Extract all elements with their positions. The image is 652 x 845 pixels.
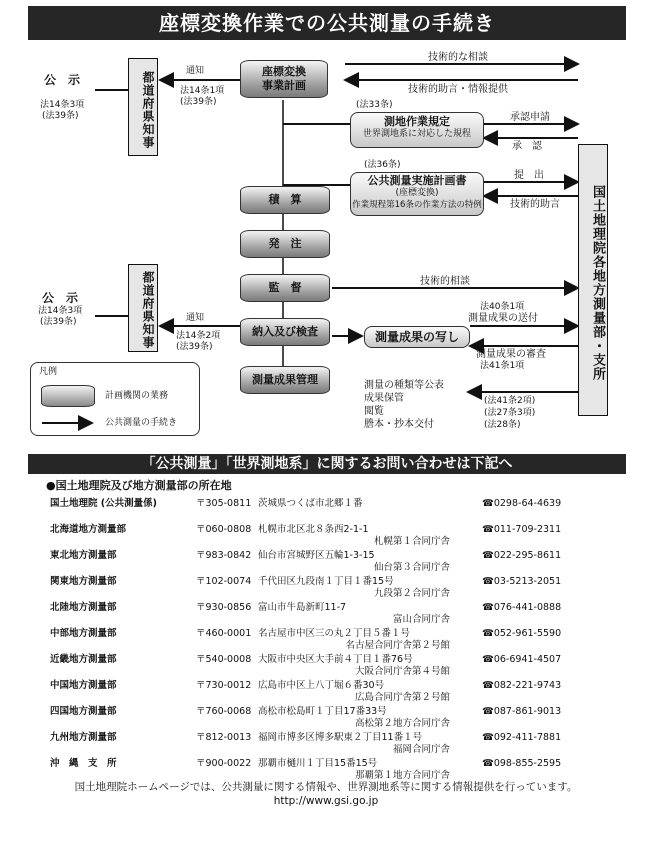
notice-top-label: 通知 [186,66,205,76]
office-zip: 〒760-0068 [196,706,252,717]
office-tel: ☎076-441-0888 [482,602,562,613]
office-address: 大阪市中央区大手前４丁目１番76号 [258,654,413,665]
office-name: 中国地方測量部 [50,680,117,691]
office-zip: 〒460-0001 [196,628,252,639]
office-name: 関東地方測量部 [50,576,117,587]
office-address: 富山市牛島新町11-7 [258,602,347,613]
label-approve: 承 認 [512,141,542,152]
label-advice1: 技術的助言・情報提供 [408,84,508,95]
office-building: 仙台第３合同庁舎 [373,562,450,573]
office-row [50,550,610,576]
label-consult2: 技術的相談 [420,276,470,287]
office-tel: ☎098-855-2595 [482,758,562,769]
jisshi-title: 公共測量実施計画書 [367,174,467,187]
office-address: 福岡市博多区博多駅東２丁目11番１号 [258,732,423,743]
office-address: 名古屋市中区三の丸２丁目５番１号 [258,628,411,639]
office-address: 茨城県つくば市北郷１番 [258,498,363,509]
label-consult1: 技術的な相談 [428,52,488,63]
office-building: 札幌第１合同庁舎 [373,536,450,547]
plan-line1: 座標変換 [262,65,306,78]
page-title: 座標変換作業での公共測量の手続き [28,6,626,40]
label-advice2: 技術的助言 [510,199,560,210]
results-copy-box: 測量成果の写し [364,326,470,348]
legend [30,362,200,436]
rules-sub: 世界測地系に対応した規程 [362,129,471,139]
label-request: 承認申請 [510,112,550,123]
output-law-3: (法28条) [484,420,521,430]
rules-law: (法33条) [356,100,393,110]
office-row [50,628,610,654]
office-building: 福岡合同庁舎 [392,744,450,755]
office-building: 大阪合同庁舎第４号館 [354,666,450,677]
office-name: 国土地理院 (公共測量係) [50,498,157,509]
office-row [50,498,610,524]
legend-org: 計画機関の業務 [105,391,169,401]
prefectural-governor-bottom: 都道府県知事 [128,264,158,352]
office-address: 那覇市樋川１丁目15番15号 [258,758,378,769]
output-item-4: 謄本・抄本交付 [364,419,434,430]
jisshi-box [350,172,484,216]
footer [20,780,632,808]
office-zip: 〒540-0008 [196,654,252,665]
office-address: 広島市中区上八丁堀６番30号 [258,680,385,691]
office-zip: 〒900-0022 [196,758,252,769]
office-address: 仙台市宮城野区五輪1-3-15 [258,550,375,561]
public-notice-top: 公 示 [44,73,81,87]
office-tel: ☎022-295-8611 [482,550,562,561]
jisshi-sub2: 作業規程第16条の作業方法の特例 [352,200,482,210]
output-law-2: (法27条3項) [484,408,536,418]
jisshi-law: (法36条) [364,160,401,170]
office-tel: ☎0298-64-4639 [482,498,562,509]
gsi-regional-offices: 国土地理院各地方測量部・支所 [578,144,608,416]
kensa-cylinder: 納入及び検査 [240,318,330,346]
hatchu-cylinder: 発 注 [240,230,330,258]
office-building: 高松第２地方合同庁舎 [354,718,450,729]
office-row [50,680,610,706]
rules-title: 測地作業規定 [384,115,450,128]
notice-bottom-law1: 法14条2項 [176,331,221,341]
office-name: 北海道地方測量部 [50,524,127,535]
office-tel: ☎087-861-9013 [482,706,562,717]
office-tel: ☎06-6941-4507 [482,654,562,665]
output-law-1: (法41条2項) [484,396,536,406]
office-address: 千代田区九段南１丁目１番15号 [258,576,394,587]
office-tel: ☎011-709-2311 [482,524,562,535]
notice-top-law1: 法14条1項 [180,86,225,96]
jisshi-sub1: (座標変換) [395,188,439,198]
prefectural-governor-top: 都道府県知事 [128,58,158,156]
office-row [50,706,610,732]
notice-bottom-law2: (法39条) [176,342,213,352]
label-send-law: 法40条1項 [480,302,525,312]
office-zip: 〒730-0012 [196,680,252,691]
label-submit: 提 出 [514,170,544,181]
public-notice-top-law1: 法14条3項 [40,100,85,110]
office-zip: 〒930-0856 [196,602,252,613]
office-name: 九州地方測量部 [50,732,117,743]
footer-url[interactable]: http://www.gsi.go.jp [273,795,379,807]
legend-proc: 公共測量の手続き [105,418,178,428]
footer-text: 国土地理院ホームページでは、公共測量に関する情報や、世界測地系等に関する情報提供を行っています。 [74,781,578,793]
notice-top-law2: (法39条) [180,97,217,107]
office-row [50,732,610,758]
notice-bottom-label: 通知 [186,313,205,323]
output-item-1: 測量の種類等公表 [364,380,444,391]
output-item-2: 成果保管 [364,393,404,404]
legend-title: 凡例 [39,367,58,377]
public-notice-bottom: 公 示 [42,291,79,305]
office-heading: ●国土地理院及び地方測量部の所在地 [46,479,232,492]
office-row [50,524,610,550]
public-notice-bottom-law1: 法14条3項 [38,306,83,316]
public-notice-top-law2: (法39条) [42,111,79,121]
office-name: 沖 縄 支 所 [50,758,117,769]
office-name: 中部地方測量部 [50,628,117,639]
office-address: 高松市松島町１丁目17番33号 [258,706,387,717]
office-row [50,576,610,602]
office-row [50,654,610,680]
office-row [50,602,610,628]
office-tel: ☎082-221-9743 [482,680,562,691]
legend-cylinder-icon [41,385,95,407]
office-name: 四国地方測量部 [50,706,117,717]
office-tel: ☎092-411-7881 [482,732,562,743]
office-tel: ☎03-5213-2051 [482,576,562,587]
office-zip: 〒983-0842 [196,550,252,561]
office-building: 広島合同庁舎第２号館 [354,692,450,703]
label-review: 測量成果の審査 [476,349,546,360]
office-building: 九段第２合同庁舎 [373,588,450,599]
kanri-cylinder: 測量成果管理 [240,366,330,394]
kantoku-cylinder: 監 督 [240,274,330,302]
office-address: 札幌市北区北８条西2-1-1 [258,524,369,535]
public-notice-bottom-law2: (法39条) [40,317,77,327]
office-name: 近畿地方測量部 [50,654,117,665]
rules-box [350,112,484,148]
office-zip: 〒060-0808 [196,524,252,535]
label-review-law: 法41条1項 [480,361,525,371]
output-item-3: 閲覧 [364,406,384,417]
office-building: 名古屋合同庁舎第２号館 [345,640,450,651]
label-send: 測量成果の送付 [468,313,538,324]
office-building: 富山合同庁舎 [392,614,450,625]
office-name: 北陸地方測量部 [50,602,117,613]
office-zip: 〒305-0811 [196,498,252,509]
office-zip: 〒102-0074 [196,576,252,587]
office-zip: 〒812-0013 [196,732,252,743]
office-tel: ☎052-961-5590 [482,628,562,639]
inquiry-section-title: 「公共測量」「世界測地系」に関するお問い合わせは下記へ [28,454,626,474]
sekisan-cylinder: 積 算 [240,186,330,214]
plan-line2: 事業計画 [262,79,306,92]
office-name: 東北地方測量部 [50,550,117,561]
office-building: 那覇第１地方合同庁舎 [354,770,450,781]
plan-cylinder [240,60,328,98]
